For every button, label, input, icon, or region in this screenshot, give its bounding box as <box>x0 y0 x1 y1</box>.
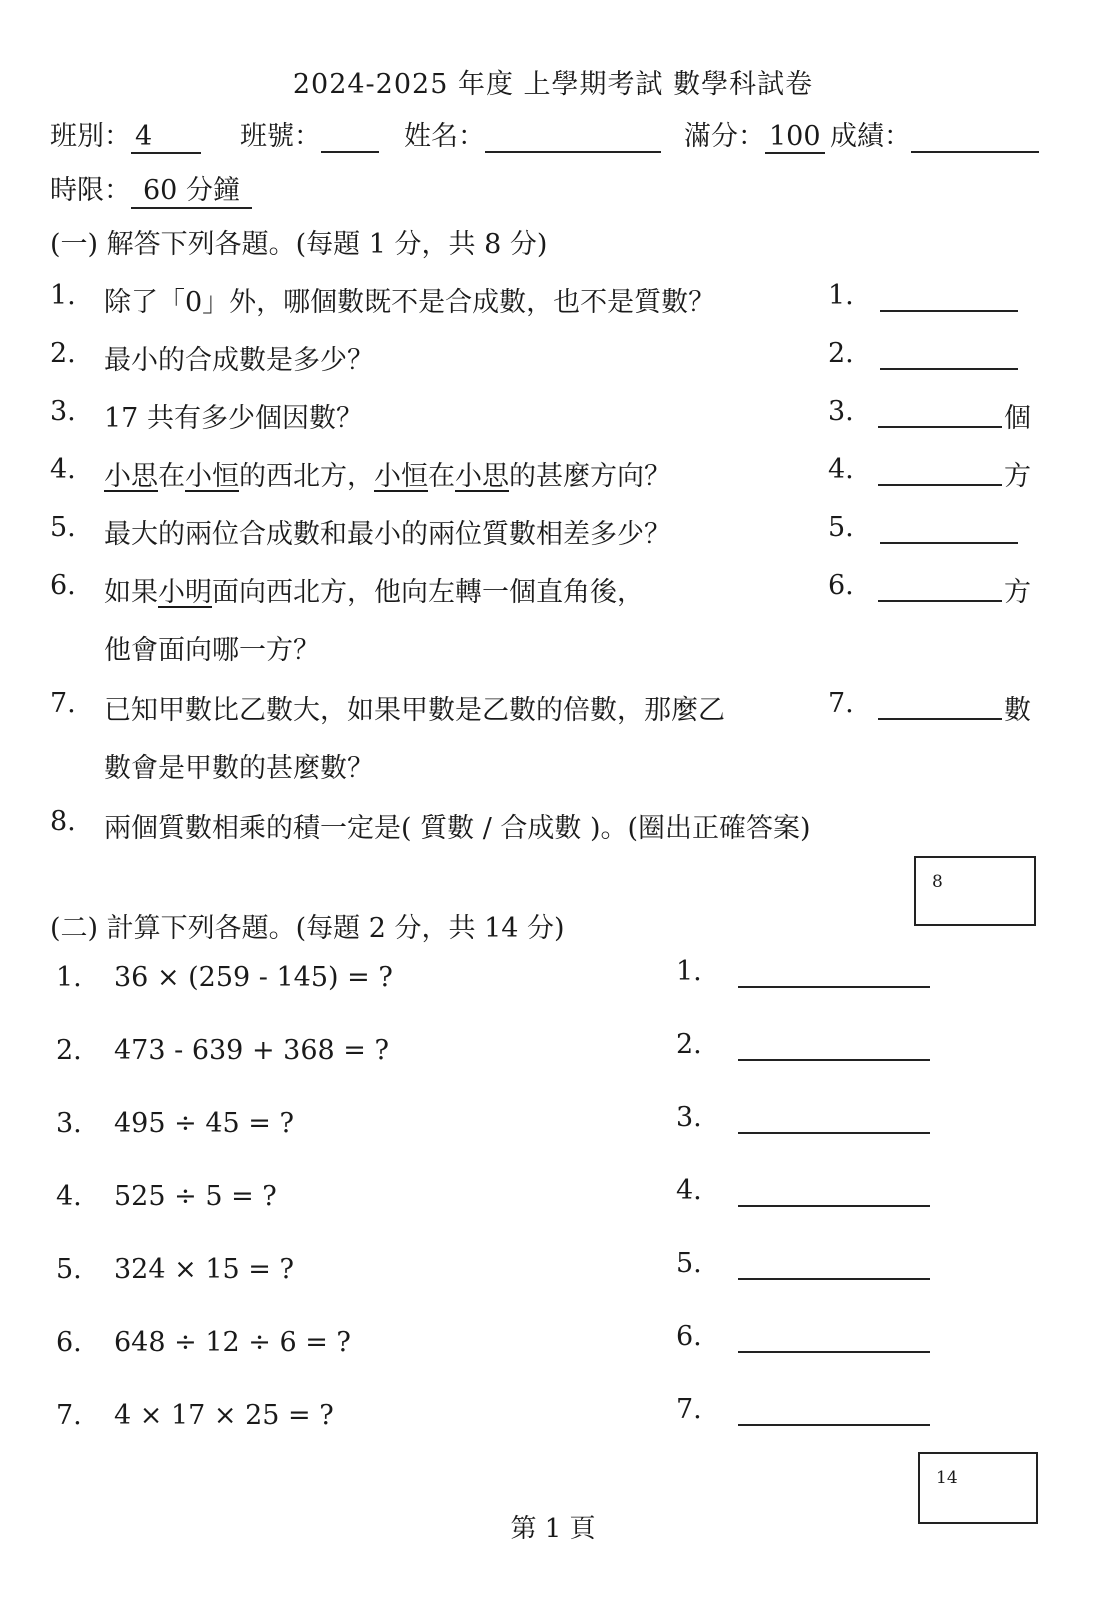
answer-blank[interactable] <box>878 426 1002 428</box>
question-number: 8. <box>50 806 76 837</box>
question-number: 1. <box>50 280 76 311</box>
question-fragment: 面向西北方，他向左轉一個直角後， <box>212 577 644 608</box>
header-score <box>830 114 1039 153</box>
proper-name: 小恒 <box>374 461 428 492</box>
answer-blank[interactable] <box>880 542 1018 544</box>
answer-number: 4. <box>828 454 854 485</box>
section2-score-total: 14 <box>936 1468 958 1488</box>
question-text: 最大的兩位合成數和最小的兩位質數相差多少？ <box>104 519 671 550</box>
proper-name: 小恒 <box>185 461 239 492</box>
calc-answer-number: 2. <box>676 1029 702 1060</box>
answer-blank[interactable] <box>880 310 1018 312</box>
proper-name: 小思 <box>104 461 158 492</box>
score-field[interactable] <box>911 121 1039 153</box>
calc-answer-number: 6. <box>676 1321 702 1352</box>
class-value[interactable]: 4 <box>131 121 201 154</box>
question-number: 3. <box>50 396 76 427</box>
proper-name: 小明 <box>158 577 212 608</box>
calc-answer-number: 5. <box>676 1248 702 1279</box>
calc-question-number: 2. <box>56 1035 82 1066</box>
answer-number: 1. <box>828 280 854 311</box>
name-field[interactable] <box>485 121 661 153</box>
calc-answer-number: 3. <box>676 1102 702 1133</box>
answer-unit: 方 <box>1004 577 1031 608</box>
answer-unit: 個 <box>1004 403 1031 434</box>
time-label: 時限： <box>50 175 131 206</box>
answer-blank[interactable] <box>878 600 1002 602</box>
question-number: 5. <box>50 512 76 543</box>
question-text[interactable]: 兩個質數相乘的積一定是( 質數 / 合成數 )。(圈出正確答案) <box>104 813 811 844</box>
calc-question-number: 6. <box>56 1327 82 1358</box>
answer-number: 3. <box>828 396 854 427</box>
calc-expression: 525 ÷ 5 = ? <box>114 1181 277 1212</box>
calc-expression: 473 - 639 + 368 = ? <box>114 1035 389 1066</box>
question-number: 4. <box>50 454 76 485</box>
question-text: 17 共有多少個因數？ <box>104 403 363 434</box>
calc-answer-number: 1. <box>676 956 702 987</box>
calc-answer-blank[interactable] <box>738 1205 930 1207</box>
answer-blank[interactable] <box>878 484 1002 486</box>
question-fragment: 在 <box>428 461 455 492</box>
number-field[interactable] <box>321 121 379 153</box>
answer-blank[interactable] <box>878 718 1002 720</box>
calc-question-number: 3. <box>56 1108 82 1139</box>
question-text: 最小的合成數是多少？ <box>104 345 374 376</box>
answer-blank[interactable] <box>880 368 1018 370</box>
question-number: 7. <box>50 688 76 719</box>
question-text-continued: 數會是甲數的甚麼數？ <box>104 753 374 784</box>
question-fragment: 的西北方， <box>239 461 374 492</box>
question-number: 2. <box>50 338 76 369</box>
calc-question-number: 1. <box>56 962 82 993</box>
header-name <box>404 114 661 153</box>
answer-unit: 方 <box>1004 461 1031 492</box>
calc-question-number: 7. <box>56 1400 82 1431</box>
page-number: 第 1 頁 <box>510 1514 596 1544</box>
header-time <box>50 168 252 209</box>
answer-number: 7. <box>828 688 854 719</box>
calc-answer-blank[interactable] <box>738 1132 930 1134</box>
calc-answer-number: 7. <box>676 1394 702 1425</box>
answer-number: 2. <box>828 338 854 369</box>
calc-expression: 324 × 15 = ? <box>114 1254 294 1285</box>
section2-heading: (二) 計算下列各題。(每題 2 分，共 14 分) <box>50 913 565 944</box>
calc-answer-blank[interactable] <box>738 1351 930 1353</box>
time-value: 60 分鐘 <box>131 168 252 209</box>
question-text-continued: 他會面向哪一方？ <box>104 635 320 666</box>
answer-number: 5. <box>828 512 854 543</box>
section1-score-box[interactable] <box>914 856 1036 926</box>
calc-expression: 648 ÷ 12 ÷ 6 = ? <box>114 1327 351 1358</box>
calc-answer-blank[interactable] <box>738 1278 930 1280</box>
answer-unit: 數 <box>1004 695 1031 726</box>
calc-question-number: 4. <box>56 1181 82 1212</box>
calc-answer-number: 4. <box>676 1175 702 1206</box>
header-full-marks <box>684 114 825 154</box>
calc-answer-blank[interactable] <box>738 1059 930 1061</box>
question-text <box>104 570 644 609</box>
section1-score-total: 8 <box>932 872 943 892</box>
number-label: 班號： <box>240 121 321 152</box>
question-text: 已知甲數比乙數大，如果甲數是乙數的倍數，那麼乙 <box>104 695 725 726</box>
question-fragment: 的甚麼方向？ <box>509 461 671 492</box>
class-label: 班別： <box>50 121 131 152</box>
answer-number: 6. <box>828 570 854 601</box>
header-number <box>240 114 379 153</box>
score-label: 成績： <box>830 121 911 152</box>
question-fragment: 在 <box>158 461 185 492</box>
section1-heading: (一) 解答下列各題。(每題 1 分，共 8 分) <box>50 229 548 260</box>
question-fragment: 如果 <box>104 577 158 608</box>
exam-title: 2024-2025 年度 上學期考試 數學科試卷 <box>292 69 814 100</box>
question-text <box>104 454 671 493</box>
calc-answer-blank[interactable] <box>738 986 930 988</box>
calc-expression: 495 ÷ 45 = ? <box>114 1108 294 1139</box>
calc-expression: 36 × (259 - 145) = ? <box>114 962 393 993</box>
full-marks-label: 滿分： <box>684 121 765 152</box>
calc-answer-blank[interactable] <box>738 1424 930 1426</box>
proper-name: 小思 <box>455 461 509 492</box>
calc-question-number: 5. <box>56 1254 82 1285</box>
name-label: 姓名： <box>404 121 485 152</box>
full-marks-value: 100 <box>765 121 825 154</box>
calc-expression: 4 × 17 × 25 = ? <box>114 1400 334 1431</box>
question-text: 除了「0」外，哪個數既不是合成數，也不是質數？ <box>104 287 716 318</box>
header-class <box>50 114 201 154</box>
question-number: 6. <box>50 570 76 601</box>
